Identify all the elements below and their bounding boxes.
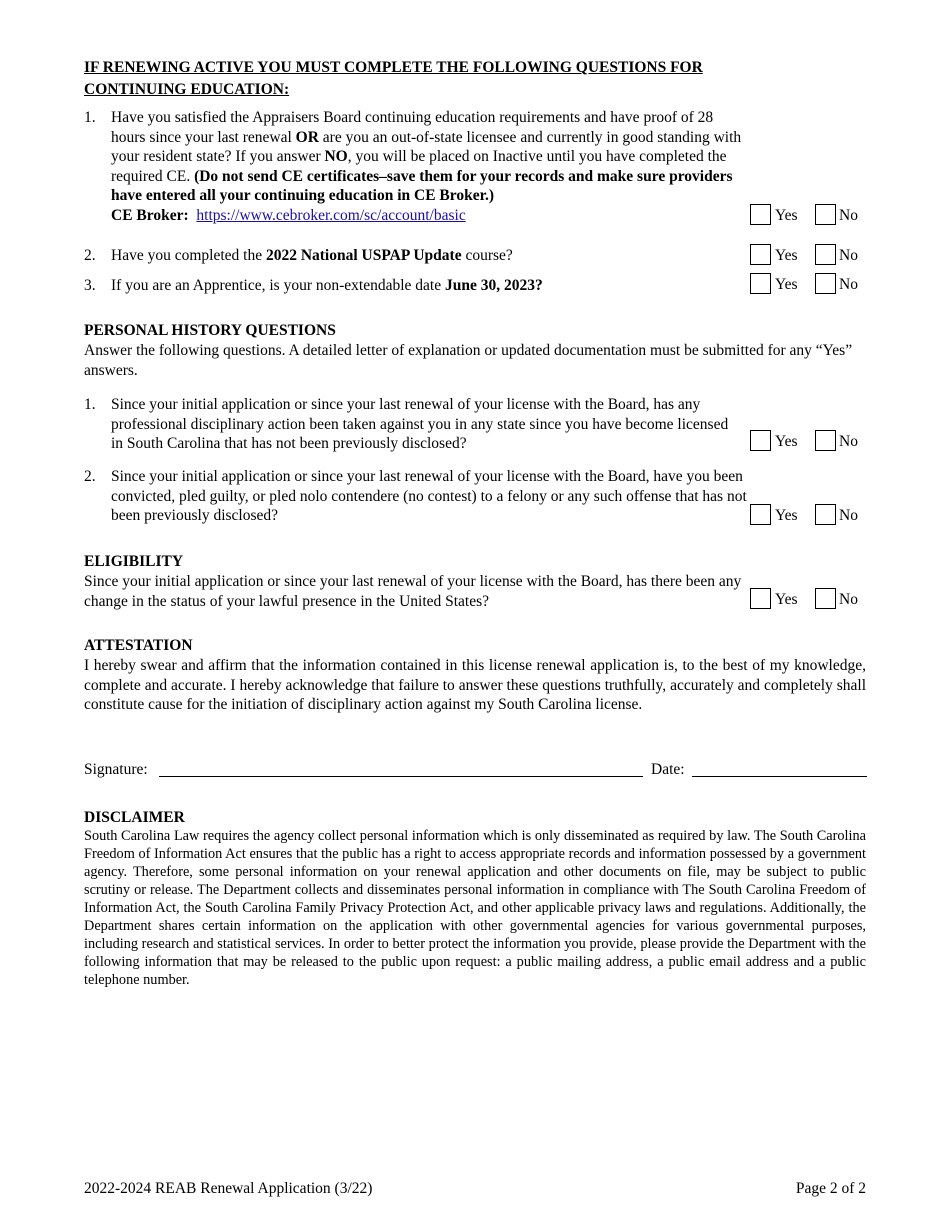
disclaimer-heading: DISCLAIMER	[84, 809, 185, 826]
ce-question-2	[84, 246, 744, 268]
no-label: No	[839, 591, 858, 608]
ce-q2-answer	[750, 244, 870, 266]
signature-label: Signature:	[84, 761, 148, 778]
ce-question-3	[84, 276, 744, 298]
ph-q1-no-checkbox[interactable]	[815, 430, 836, 451]
date-label: Date:	[651, 761, 685, 778]
attestation-heading: ATTESTATION	[84, 637, 193, 654]
ce-q3-no-checkbox[interactable]	[815, 273, 836, 294]
question-number: 3.	[84, 277, 96, 294]
no-label: No	[839, 433, 858, 450]
attestation-text: I hereby swear and affirm that the information contained in this license renewal application is, to the best of my knowledge, complete and accurate. I hereby acknowledge that failure to answer these questions truthfully, accurately and completely shall constitute cause for the initiation of disciplinary action against my South Carolina license.	[84, 657, 866, 713]
ce-q1-yes-checkbox[interactable]	[750, 204, 771, 225]
ce-q1-no-checkbox[interactable]	[815, 204, 836, 225]
question-text: Since your initial application or since your last renewal of your license with the Board, have you been convicted, pled guilty, or pled nolo contendere (no contest) to a felony or any such offense that has not been previously disclosed?	[111, 468, 747, 524]
yes-label: Yes	[775, 591, 798, 608]
no-label: No	[839, 247, 858, 264]
ph-q2-no-checkbox[interactable]	[815, 504, 836, 525]
no-label: No	[839, 207, 858, 224]
eligibility-no-checkbox[interactable]	[815, 588, 836, 609]
ce-q2-yes-checkbox[interactable]	[750, 244, 771, 265]
ce-section-heading: IF RENEWING ACTIVE YOU MUST COMPLETE THE FOLLOWING QUESTIONS FOR CONTINUING EDUCATION:	[84, 59, 703, 98]
eligibility-question: Since your initial application or since your last renewal of your license with the Board, has there been any change in the status of your lawful presence in the United States?	[84, 573, 742, 610]
personal-history-heading: PERSONAL HISTORY QUESTIONS	[84, 322, 336, 339]
ce-q1-answer	[750, 204, 870, 226]
yes-label: Yes	[775, 507, 798, 524]
eligibility-heading: ELIGIBILITY	[84, 553, 184, 570]
ce-broker-label: CE Broker:	[111, 206, 189, 224]
ce-q3-yes-checkbox[interactable]	[750, 273, 771, 294]
eligibility-yes-checkbox[interactable]	[750, 588, 771, 609]
question-number: 2.	[84, 247, 96, 264]
ce-q3-answer	[750, 273, 870, 295]
question-text: Have you completed the 2022 National USPAP Update course?	[111, 247, 513, 264]
footer-form-id: 2022-2024 REAB Renewal Application (3/22)	[84, 1180, 373, 1197]
date-field[interactable]	[692, 776, 867, 777]
ph-q1-answer	[750, 430, 870, 452]
ph-q2-answer	[750, 504, 870, 526]
ce-question-1	[84, 108, 764, 228]
ph-q2-yes-checkbox[interactable]	[750, 504, 771, 525]
eligibility-answer	[750, 588, 870, 610]
disclaimer-text: South Carolina Law requires the agency collect personal information which is only disseminated as required by law. The South Carolina Freedom of Information Act ensures that the public has a right to access appropriate records and information possessed by a government agency. Therefore, some personal information on your renewal application and other documents on file, may be subject to public scrutiny or release. The Department collects and disseminates personal information in compliance with The South Carolina Freedom of Information Act, the South Carolina Family Privacy Protection Act, and other applicable privacy laws and regulations. Additionally, the Department shares certain information on the application with other governmental agencies for various governmental purposes, including research and statistical services. In order to better protect the information you provide, please provide the Department with the following information that may be released to the public upon request: a public mailing address, a public email address and a public telephone number.	[84, 828, 866, 988]
ph-q1-yes-checkbox[interactable]	[750, 430, 771, 451]
yes-label: Yes	[775, 276, 798, 293]
ce-broker-link[interactable]: https://www.cebroker.com/sc/account/basic	[196, 206, 466, 224]
yes-label: Yes	[775, 207, 798, 224]
question-number: 2.	[84, 468, 96, 485]
question-number: 1.	[84, 396, 96, 413]
question-text: Since your initial application or since your last renewal of your license with the Board, has any professional disciplinary action been taken against you in any state since you have become licensed in South Carolina that has not been previously disclosed?	[111, 396, 729, 452]
yes-label: Yes	[775, 247, 798, 264]
question-text: If you are an Apprentice, is your non-extendable date June 30, 2023?	[111, 277, 543, 294]
signature-field[interactable]	[159, 776, 643, 777]
question-text: Have you satisfied the Appraisers Board continuing education requirements and have proof of 28 hours since your last renewal OR are you an out-of-state licensee and currently in good standing with your resident state? If you answer NO, you will be placed on Inactive until you have completed the required CE. (Do not send CE certificates–save them for your records and make sure providers have entered all your continuing education in CE Broker.) CE Broker: https://www.cebroker.com/sc/account/basic	[111, 109, 742, 224]
personal-history-question-1	[84, 395, 744, 455]
no-label: No	[839, 507, 858, 524]
personal-history-question-2	[84, 467, 749, 527]
footer-page-number: Page 2 of 2	[795, 1180, 866, 1197]
question-number: 1.	[84, 109, 96, 126]
ce-q2-no-checkbox[interactable]	[815, 244, 836, 265]
yes-label: Yes	[775, 433, 798, 450]
personal-history-intro: Answer the following questions. A detailed letter of explanation or updated documentation must be submitted for any “Yes” answers.	[84, 342, 853, 379]
no-label: No	[839, 276, 858, 293]
